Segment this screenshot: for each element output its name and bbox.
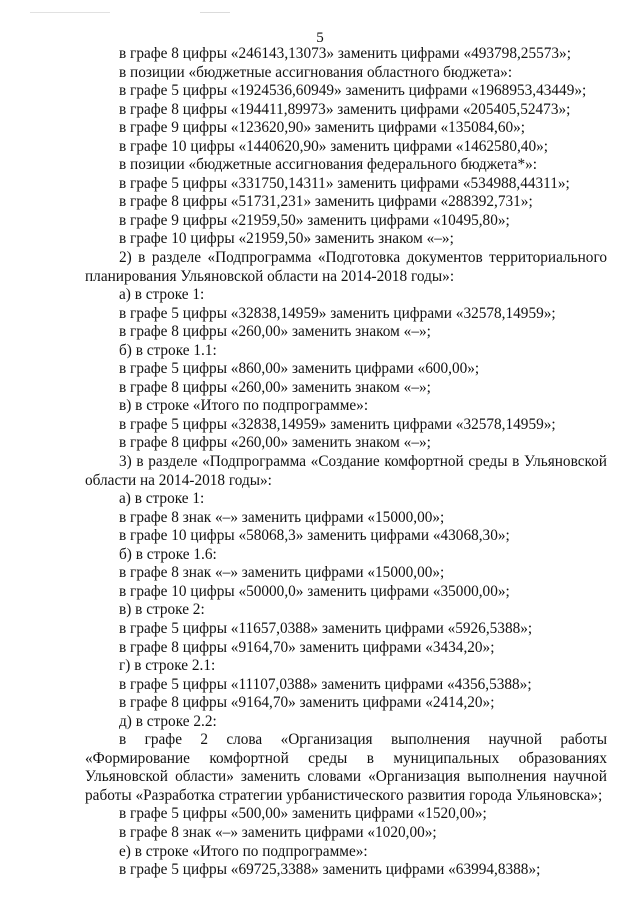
text-line: в графе 5 цифры «32838,14959» заменить цифрами «32578,14959»;: [119, 304, 556, 322]
text-line: в графе 8 цифры «246143,13073» заменить цифрами «493798,25573»;: [119, 45, 571, 62]
text-line: в графе 10 цифры «21959,50» заменить знаком «–»;: [119, 230, 454, 248]
scan-artifact: [200, 12, 230, 13]
text-line: в графе 9 цифры «21959,50» заменить цифрами «10495,80»;: [119, 211, 510, 229]
text-line: в графе 10 цифры «1440620,90» заменить цифрами «1462580,40»;: [119, 137, 548, 155]
text-line: в графе 5 цифры «500,00» заменить цифрами «1520,00»;: [119, 805, 487, 823]
text-line: работы «Разработка стратегии урбанистического развития города Ульяновска»;: [85, 786, 603, 804]
page-number: 5: [316, 30, 324, 46]
text-line: в графе 8 цифры «51731,231» заменить цифрами «288392,731»;: [119, 193, 533, 211]
text-line: планирования Ульяновской области на 2014-2018 годы»:: [85, 267, 455, 285]
text-line: в графе 8 знак «–» заменить цифрами «15000,00»;: [119, 508, 445, 526]
text-line: в графе 2 слова «Организация выполнения научной работы: [119, 731, 607, 749]
text-line: 2) в разделе «Подпрограмма «Подготовка документов территориального: [119, 249, 607, 267]
text-line: Ульяновской области» заменить словами «Организация выполнения научной: [85, 768, 607, 786]
text-line: в графе 5 цифры «11107,0388» заменить цифрами «4356,5388»;: [119, 675, 532, 693]
text-line: в позиции «бюджетные ассигнования федерального бюджета*»:: [119, 156, 538, 174]
text-line: д) в строке 2.2:: [119, 712, 217, 730]
text-line: а) в строке 1:: [119, 286, 205, 304]
text-line: 3) в разделе «Подпрограмма «Создание комфортной среды в Ульяновской: [119, 453, 607, 471]
text-line: в графе 8 знак «–» заменить цифрами «1020,00»;: [119, 823, 437, 841]
text-line: в графе 5 цифры «69725,3388» заменить цифрами «63994,8388»;: [119, 861, 541, 879]
text-line: б) в строке 1.6:: [119, 545, 217, 563]
scan-artifact: [30, 12, 110, 13]
text-line: в) в строке 2:: [119, 601, 205, 619]
text-line: в графе 9 цифры «123620,90» заменить цифрами «135084,60»;: [119, 119, 526, 137]
text-line: в позиции «бюджетные ассигнования областного бюджета»:: [119, 63, 513, 81]
text-line: в графе 5 цифры «11657,0388» заменить цифрами «5926,5388»;: [119, 619, 533, 637]
text-line: в) в строке «Итого по подпрограмме»:: [119, 397, 369, 415]
text-line: г) в строке 2.1:: [119, 657, 216, 675]
text-line: в графе 8 цифры «9164,70» заменить цифрами «3434,20»;: [119, 638, 495, 656]
text-line: в графе 10 цифры «50000,0» заменить цифрами «35000,00»;: [119, 582, 510, 600]
text-line: области на 2014-2018 годы»:: [85, 471, 272, 489]
text-line: в графе 8 цифры «9164,70» заменить цифрами «2414,20»;: [119, 694, 495, 712]
text-line: в графе 8 цифры «260,00» заменить знаком «–»;: [119, 378, 431, 396]
text-line: е) в строке «Итого по подпрограмме»:: [119, 842, 368, 860]
text-line: в графе 8 знак «–» заменить цифрами «15000,00»;: [119, 564, 445, 582]
text-line: в графе 10 цифры «58068,3» заменить цифрами «43068,30»;: [119, 527, 510, 545]
text-line: в графе 8 цифры «260,00» заменить знаком «–»;: [119, 323, 431, 341]
text-line: в графе 8 цифры «260,00» заменить знаком «–»;: [119, 434, 431, 452]
text-line: в графе 5 цифры «1924536,60949» заменить цифрами «1968953,43449»;: [119, 82, 587, 100]
text-line: в графе 5 цифры «860,00» заменить цифрами «600,00»;: [119, 360, 480, 378]
text-line: в графе 8 цифры «194411,89973» заменить цифрами «205405,52473»;: [119, 100, 571, 118]
text-line: а) в строке 1:: [119, 490, 205, 508]
text-line: «Формирование комфортной среды в муниципальных образованиях: [85, 749, 607, 767]
text-line: в графе 5 цифры «331750,14311» заменить цифрами «534988,44311»;: [119, 174, 570, 192]
text-line: в графе 5 цифры «32838,14959» заменить цифрами «32578,14959»;: [119, 415, 556, 433]
text-line: б) в строке 1.1:: [119, 341, 217, 359]
document-body: [85, 45, 607, 880]
